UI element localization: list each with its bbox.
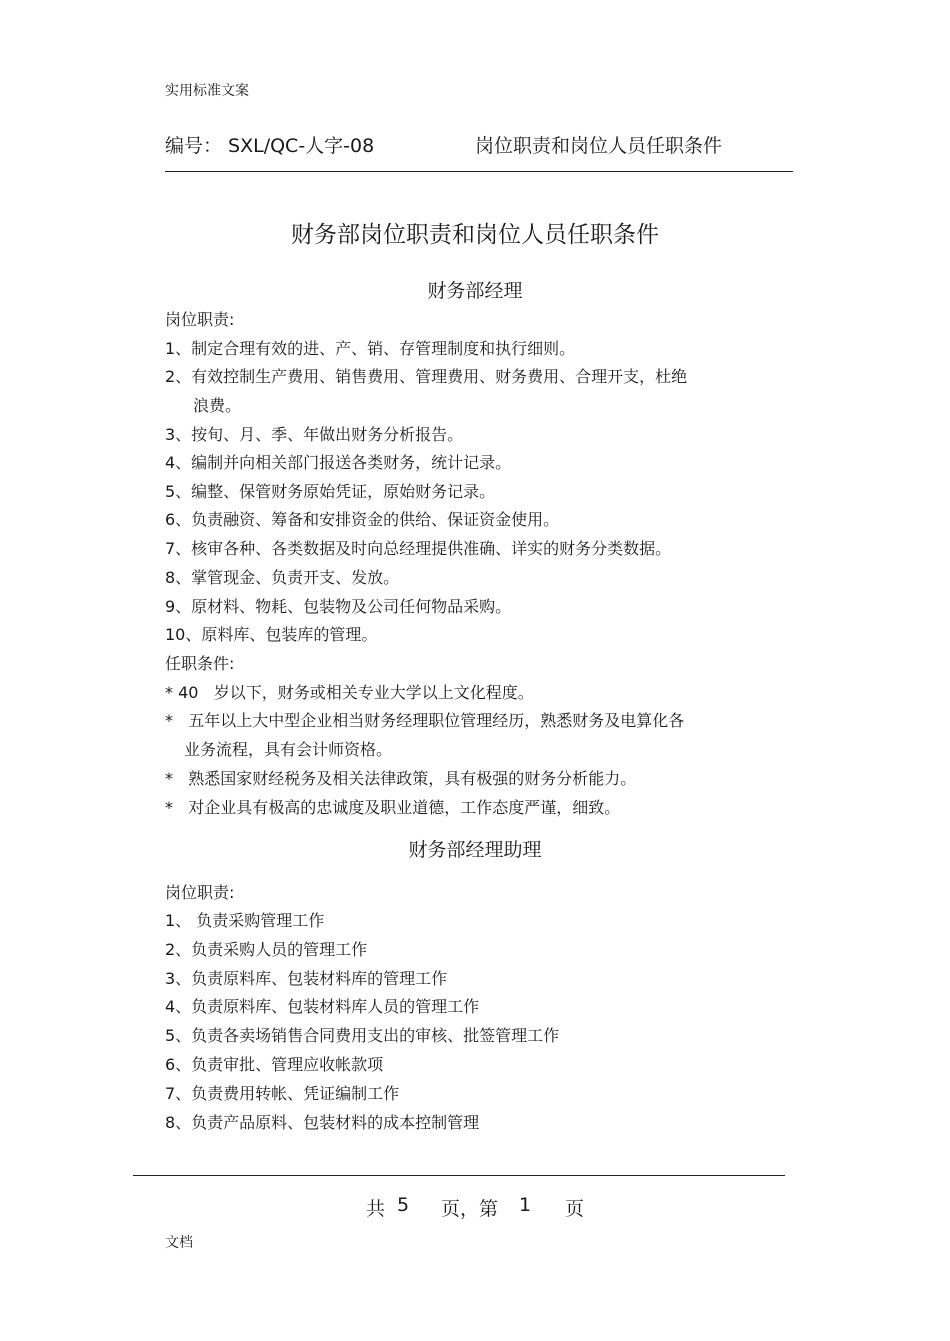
requirements-label: 任职条件: bbox=[165, 654, 235, 673]
page-count-prefix: 共 bbox=[366, 1198, 386, 1220]
duty-item: 8、负责产品原料、包装材料的成本控制管理 bbox=[165, 1113, 480, 1132]
requirement-item: * 五年以上大中型企业相当财务经理职位管理经历，熟悉财务及电算化各 bbox=[165, 711, 685, 730]
requirement-item: * 熟悉国家财经税务及相关法律政策，具有极强的财务分析能力。 bbox=[165, 769, 637, 788]
duties-label: 岗位职责: bbox=[165, 883, 235, 902]
duty-item: 7、核审各种、各类数据及时向总经理提供准确、详实的财务分类数据。 bbox=[165, 539, 672, 558]
page-title: 财务部岗位职责和岗位人员任职条件 bbox=[291, 222, 659, 248]
footer-divider bbox=[133, 1175, 785, 1176]
duty-item: 2、负责采购人员的管理工作 bbox=[165, 940, 368, 959]
duty-item: 5、编整、保管财务原始凭证，原始财务记录。 bbox=[165, 482, 496, 501]
duty-item: 1、制定合理有效的进、产、销、存管理制度和执行细则。 bbox=[165, 339, 576, 358]
duty-item: 9、原材料、物耗、包装物及公司任何物品采购。 bbox=[165, 597, 512, 616]
section-heading: 财务部经理 bbox=[427, 280, 523, 302]
duty-item: 3、按旬、月、季、年做出财务分析报告。 bbox=[165, 425, 464, 444]
duty-item-continuation: 浪费。 bbox=[193, 396, 242, 415]
duty-item: 6、负责审批、管理应收帐款项 bbox=[165, 1055, 384, 1074]
duties-label: 岗位职责: bbox=[165, 310, 235, 329]
header-doc-title: 岗位职责和岗位人员任职条件 bbox=[475, 135, 723, 157]
duty-item: 5、负责各卖场销售合同费用支出的审核、批签管理工作 bbox=[165, 1026, 560, 1045]
total-pages: 5 bbox=[397, 1194, 410, 1216]
duty-item: 10、原料库、包装库的管理。 bbox=[165, 625, 378, 644]
duty-item: 7、负责费用转帐、凭证编制工作 bbox=[165, 1084, 400, 1103]
duty-item: 6、负责融资、筹备和安排资金的供给、保证资金使用。 bbox=[165, 510, 560, 529]
header-divider bbox=[165, 171, 793, 172]
duty-item: 2、有效控制生产费用、销售费用、管理费用、财务费用、合理开支，杜绝 bbox=[165, 367, 688, 386]
document-code: 编号： SXL/QC-人字-08 bbox=[165, 135, 375, 157]
top-label: 实用标准文案 bbox=[165, 83, 249, 99]
page-number-prefix: 页，第 bbox=[441, 1198, 499, 1220]
requirement-item: * 40 岁以下，财务或相关专业大学以上文化程度。 bbox=[165, 683, 534, 702]
duty-item: 1、 负责采购管理工作 bbox=[165, 911, 325, 930]
requirement-item: * 对企业具有极高的忠诚度及职业道德，工作态度严谨，细致。 bbox=[165, 798, 621, 817]
current-page: 1 bbox=[519, 1194, 532, 1216]
duty-item: 4、编制并向相关部门报送各类财务，统计记录。 bbox=[165, 453, 512, 472]
duty-item: 8、掌管现金、负责开支、发放。 bbox=[165, 568, 400, 587]
duty-item: 3、负责原料库、包装材料库的管理工作 bbox=[165, 969, 448, 988]
requirement-item-continuation: 业务流程，具有会计师资格。 bbox=[184, 740, 393, 759]
bottom-label: 文档 bbox=[165, 1235, 193, 1251]
section-heading: 财务部经理助理 bbox=[408, 839, 542, 861]
duty-item: 4、负责原料库、包装材料库人员的管理工作 bbox=[165, 997, 480, 1016]
page-suffix: 页 bbox=[565, 1198, 585, 1220]
